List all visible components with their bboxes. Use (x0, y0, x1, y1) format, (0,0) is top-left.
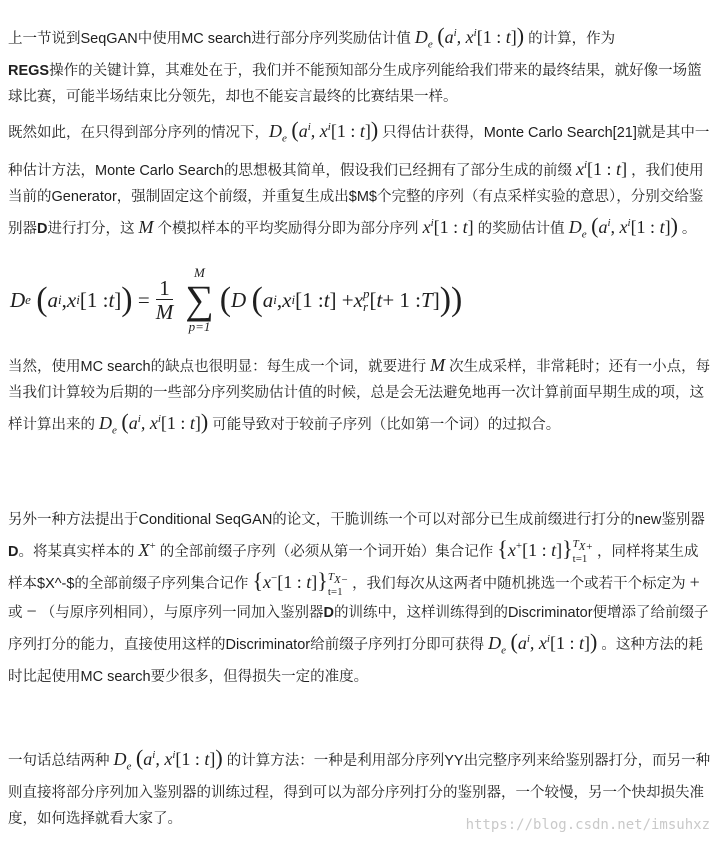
text: ，我们每次从这两者中随机挑选一个或若干个标定为 (348, 576, 690, 593)
text: 一句话总结两种 (8, 753, 114, 769)
text: 只得估计获得，Monte Carlo Search[21]就是其中一种估计方法，Monte Carlo Search的思想极其简单，假设我们已经拥有了部分生成的前缀 (8, 125, 710, 179)
paragraph-conditional-seqgan (8, 507, 712, 690)
text: 的奖励估计值 (473, 220, 569, 237)
bold-term: D (323, 604, 334, 621)
symbol-m: M (138, 216, 154, 237)
paragraph-intro (8, 20, 712, 110)
text: 或 (8, 604, 27, 621)
text: 的计算，作为 (524, 31, 616, 47)
minus-symbol: − (26, 600, 37, 621)
bold-term: D (37, 220, 48, 237)
paragraph-mc-search (8, 114, 712, 247)
x-plus-symbol: X+ (138, 540, 156, 560)
symbol-m: M (430, 355, 446, 375)
text: 可能导致对于较前子序列（比如第一个词）的过拟合。 (208, 417, 561, 433)
reward-formula: $D_e$ ($a^i$, $x^i[1$ : t]) (414, 23, 525, 51)
text: 另外一种方法提出于Conditional SeqGAN的论文，干脆训练一个可以对部分已生成前缀进行打分的new鉴别器 (8, 512, 705, 528)
mc-search-equation: D e ( a i , x i [1 : t ] ) = $\frac{1}{M}$ M ∑ p=1 ( D ( a i , x i [1 : t ] + x p r [ t + 1 : T ] ) ) (10, 265, 463, 334)
text: 既然如此，在只得到部分序列的情况下， (8, 125, 269, 141)
prefix-formula: $x^i[1$ : t] (422, 216, 474, 237)
text: ，我们使用当前的Generator，强制固定这个前缀，并重复生成出$M$个完整的序列（有点采样实验的意思），分别交给鉴别器 (8, 162, 704, 237)
bold-term: D (8, 544, 19, 560)
text: 当然，使用MC search的缺点也很明显：每生成一个词，就要进行 (8, 359, 431, 375)
plus-symbol: + (689, 572, 700, 593)
text: 个模拟样本的平均奖励得分即为部分序列 (153, 220, 423, 237)
reward-formula: $D_e$ ($a^i$, $x^i[1$ : t]) (113, 745, 223, 773)
text: 。 (677, 220, 697, 237)
text: 的训练中，这样训练得到的Discriminator便增添了给前缀子序列打分的能力，直接使用这样的Discriminator给前缀子序列打分即可获得 (8, 604, 709, 653)
prefix-formula: $x^i[1$ : t] (575, 158, 628, 179)
text: 的全部前缀子序列（必须从第一个词开始）集合记作 (155, 544, 498, 560)
reward-formula: $D_e$ ($a^i$, $x^i[1$ : t]) (488, 628, 598, 657)
text: （与原序列相同），与原序列一同加入鉴别器 (36, 604, 324, 621)
text: 上一节说到SeqGAN中使用MC search进行部分序列奖励估计值 (8, 31, 415, 47)
negative-prefix-set: {x−[1 : t]} $T_{X-}$ t=1 (252, 568, 349, 598)
text: 进行打分，这 (47, 220, 139, 237)
text: ，同样将某生成样本$X^-$的全部前缀子序列集合记作 (8, 544, 699, 593)
reward-formula: $D_e$ ($a^i$, $x^i[1$ : t]) (568, 212, 678, 241)
reward-formula: $D_e$ ($a^i$, $x^i[1$ : t]) (99, 409, 209, 437)
text: 的计算方法：一种是利用部分序列YY出完整序列来给鉴别器打分，而另一种则直接将部分序列加入鉴别器的训练过程，得到可以为部分序列打分的鉴别器，一个较慢，另一个快却损失准度，如何选择就看大家了。 (8, 753, 711, 827)
positive-prefix-set: {x+[1 : t]} $T_{X+}$ t=1 (497, 536, 593, 566)
paragraph-drawbacks (8, 352, 712, 444)
text: 。这种方法的耗时比起使用MC search要少很多，但得损失一定的准度。 (8, 636, 703, 685)
text: 。将某真实样本的 (18, 544, 139, 560)
watermark: https://blog.csdn.net/imsuhxz (465, 817, 710, 833)
bold-term: REGS (8, 62, 50, 79)
text: 次生成采样，非常耗时；还有一小点，每当我们计算较为后期的一些部分序列奖励估计值的时候，总是会无法避免地再一次计算前面早期生成的项，这样计算出来的 (8, 359, 711, 433)
reward-formula: $D_e$ ($a^i$, $x^i[1$ : t]) (269, 117, 379, 145)
text: 操作的关键计算，其难处在于，我们并不能预知部分生成序列能给我们带来的最终结果，就好像一场篮球比赛，可能半场结束比分领先，却也不能妄言最终的比赛结果一样。 (8, 62, 702, 105)
